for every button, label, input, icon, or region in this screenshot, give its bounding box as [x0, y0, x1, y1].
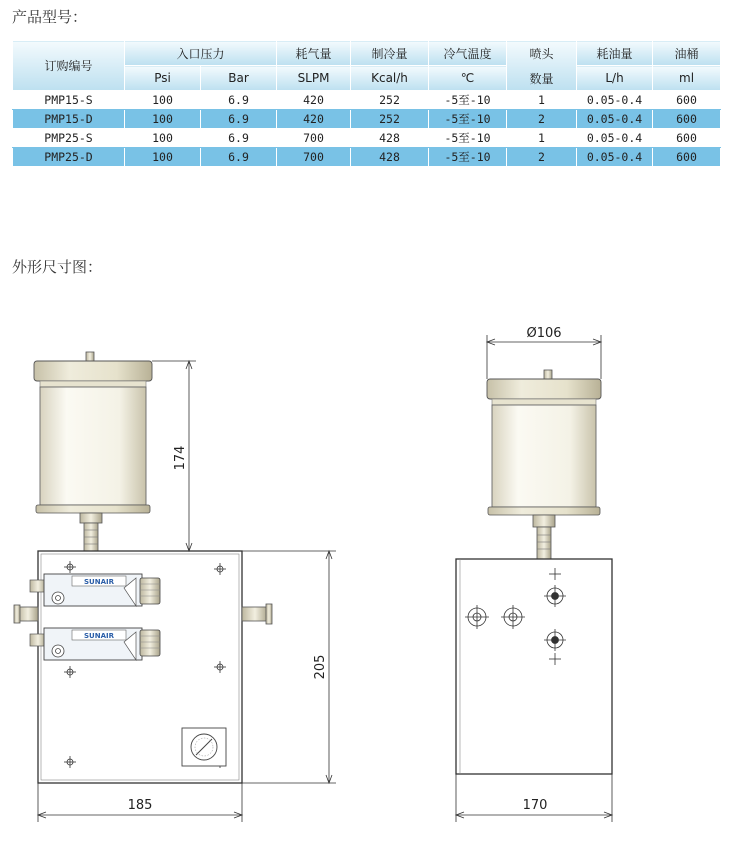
col-cold-air-temp: 冷气温度 — [429, 41, 507, 66]
unit-bar: Bar — [201, 66, 277, 91]
col-inlet-pressure: 入口压力 — [125, 41, 277, 66]
cell-tank: 600 — [653, 148, 721, 167]
cell-slpm: 700 — [277, 148, 351, 167]
col-air-consumption: 耗气量 — [277, 41, 351, 66]
col-oil-tank: 油桶 — [653, 41, 721, 66]
cell-oil-rate: 0.05-0.4 — [577, 110, 653, 129]
cell-bar: 6.9 — [201, 129, 277, 148]
cell-kcal: 428 — [351, 148, 429, 167]
unit-kcal: Kcal/h — [351, 66, 429, 91]
svg-text:SUNAIR: SUNAIR — [84, 632, 114, 640]
col-order-no: 订购编号 — [13, 41, 125, 91]
cell-bar: 6.9 — [201, 110, 277, 129]
front-oil-reservoir — [34, 352, 152, 551]
cell-oil-rate: 0.05-0.4 — [577, 129, 653, 148]
cell-oil-rate: 0.05-0.4 — [577, 91, 653, 110]
cell-psi: 100 — [125, 129, 201, 148]
svg-text:170: 170 — [522, 798, 548, 813]
side-cabinet — [456, 559, 612, 774]
cell-tank: 600 — [653, 91, 721, 110]
dimensions-heading: 外形尺寸图： — [12, 258, 103, 276]
cell-slpm: 420 — [277, 91, 351, 110]
cell-bar: 6.9 — [201, 148, 277, 167]
cell-psi: 100 — [125, 148, 201, 167]
side-view — [456, 326, 612, 822]
cell-temp: -5至-10 — [429, 91, 507, 110]
cell-slpm: 420 — [277, 110, 351, 129]
cell-temp: -5至-10 — [429, 129, 507, 148]
cell-oil-rate: 0.05-0.4 — [577, 148, 653, 167]
col-oil-consumption: 耗油量 — [577, 41, 653, 66]
pump-unit-upper — [30, 574, 160, 606]
col-nozzle-count: 喷头 数量 — [507, 41, 577, 91]
svg-text:185: 185 — [127, 798, 153, 813]
unit-psi: Psi — [125, 66, 201, 91]
cell-order-no: PMP15-D — [13, 110, 125, 129]
cell-tank: 600 — [653, 129, 721, 148]
cell-nozzles: 1 — [507, 91, 577, 110]
cell-psi: 100 — [125, 110, 201, 129]
models-heading: 产品型号： — [12, 8, 88, 26]
cell-nozzles: 2 — [507, 148, 577, 167]
front-view — [14, 352, 336, 822]
cell-bar: 6.9 — [201, 91, 277, 110]
unit-temp: ℃ — [429, 66, 507, 91]
svg-text:SUNAIR: SUNAIR — [84, 578, 114, 586]
cell-order-no: PMP25-D — [13, 148, 125, 167]
cell-temp: -5至-10 — [429, 110, 507, 129]
cell-nozzles: 1 — [507, 129, 577, 148]
cell-psi: 100 — [125, 91, 201, 110]
side-oil-reservoir — [487, 370, 601, 559]
cell-kcal: 252 — [351, 91, 429, 110]
cell-order-no: PMP25-S — [13, 129, 125, 148]
unit-slpm: SLPM — [277, 66, 351, 91]
svg-text:205: 205 — [313, 654, 328, 680]
svg-text:174: 174 — [173, 445, 188, 471]
cell-tank: 600 — [653, 110, 721, 129]
cell-slpm: 700 — [277, 129, 351, 148]
cell-nozzles: 2 — [507, 110, 577, 129]
unit-lh: L/h — [577, 66, 653, 91]
pump-unit-lower — [30, 628, 160, 660]
cell-kcal: 252 — [351, 110, 429, 129]
unit-ml: ml — [653, 66, 721, 91]
cell-order-no: PMP15-S — [13, 91, 125, 110]
cell-kcal: 428 — [351, 129, 429, 148]
col-cooling: 制冷量 — [351, 41, 429, 66]
cell-temp: -5至-10 — [429, 148, 507, 167]
pressure-gauge — [182, 728, 226, 766]
svg-text:Ø106: Ø106 — [526, 326, 562, 341]
